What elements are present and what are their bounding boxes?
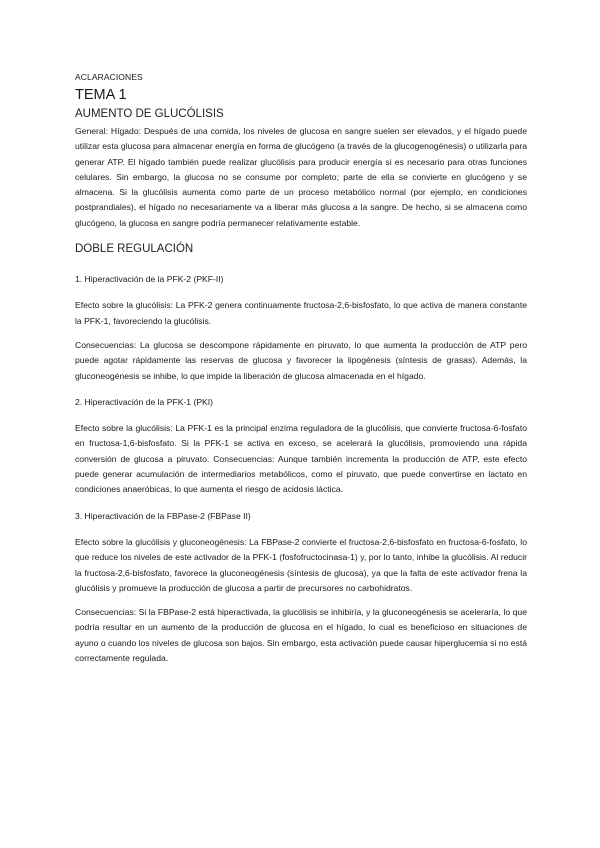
item-1-effect: Efecto sobre la glucólisis: La PFK-2 genera continuamente fructosa-2,6-bisfosfato, lo que activa de manera constante la PFK-1, favoreciendo la glucólisis. [75, 300, 527, 326]
document-page [75, 72, 527, 666]
item-3-consequence: Consecuencias: Si la FBPase-2 está hiperactivada, la glucólisis se inhibiría, y la gluconeogénesis se aceleraría, lo que podría resultar en un aumento de la producción de glucosa en el hígado, lo cual es beneficioso en situaciones de ayuno o cuando los niveles de glucosa son bajos. Sin embargo, esta activación puede causar hiperglucemia si no está correctamente regulada. [75, 607, 527, 664]
item-1-heading: 1. Hiperactivación de la PFK-2 (PKF-II) [75, 274, 224, 285]
item-3-effect: Efecto sobre la glucólisis y gluconeogénesis: La FBPase-2 convierte el fructosa-2,6-bisfosfato en fructosa-6-fosfato, lo que reduce los niveles de este activador de la PFK-1 (fosfofructocinasa-1) y, por lo tanto, inhibe la glucólisis. Al reducir la fructosa-2,6-bisfosfato, favorece la gluconeogénesis (síntesis de glucosa), ya que la falta de este activador frena la glucólisis y promueve la producción de glucosa a partir de precursores no carbohidratos. [75, 536, 527, 593]
document-title: TEMA 1 [75, 87, 127, 103]
intro-paragraph: General: Hígado: Después de una comida, los niveles de glucosa en sangre suelen ser elevados, y el hígado puede utilizar esta glucosa para almacenar energía en forma de glucógeno (a través de la glucogenogénesis) o utilizarla para generar ATP. El hígado también puede realizar glucólisis para producir energía si es necesario para otras funciones celulares. Sin embargo, la glucosa no se consume por completo; parte de ella se convierte en glucógeno y se almacena. Si la glucólisis aumenta como parte de un proceso metabólico normal (por ejemplo, en condiciones postprandiales), el hígado no necesariamente va a liberar más glucosa a la sangre. De hecho, si se almacena como glucógeno, la glucosa en sangre podría permanecer relativamente estable. [75, 126, 527, 228]
item-2-effect: Efecto sobre la glucólisis: La PFK-1 es la principal enzima reguladora de la glucólisis, que convierte fructosa-6-fosfato en fructosa-1,6-bisfosfato. Si la PFK-1 se activa en exceso, se acelerará la glucólisis, promoviendo una rápida conversión de glucosa a piruvato. Consecuencias: Aunque también incrementa la producción de ATP, este efecto puede generar acumulación de intermediarios metabólicos, como el piruvato, que puede convertirse en lactato en condiciones anaeróbicas, lo que aumenta el riesgo de acidosis láctica. [75, 423, 527, 495]
document-subtitle: AUMENTO DE GLUCÓLISIS [75, 108, 224, 120]
section-title: DOBLE REGULACIÓN [75, 243, 194, 256]
document-kicker: ACLARACIONES [75, 72, 143, 82]
item-1-consequence: Consecuencias: La glucosa se descompone rápidamente en piruvato, lo que aumenta la producción de ATP pero puede agotar rápidamente las reservas de glucosa y favorecer la lipogénesis (síntesis de grasas). Además, la gluconeogénesis se inhibe, lo que impide la liberación de glucosa almacenada en el hígado. [75, 339, 527, 381]
item-3-heading: 3. Hiperactivación de la FBPase-2 (FBPase II) [75, 510, 251, 521]
item-2-heading: 2. Hiperactivación de la PFK-1 (PKI) [75, 396, 214, 407]
